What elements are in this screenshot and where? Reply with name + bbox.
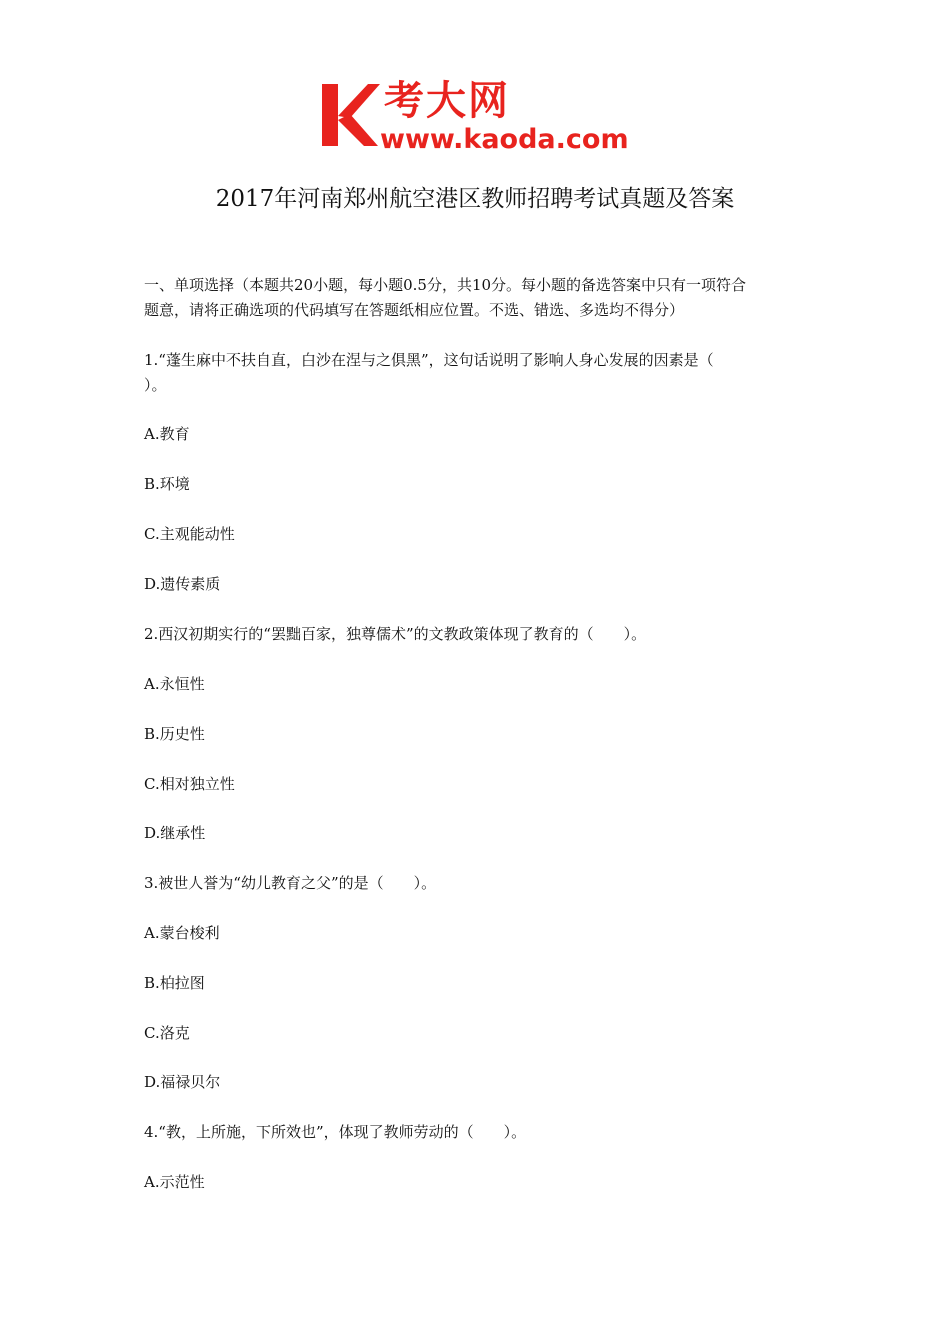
logo-url-text: www.kaoda.com [380,124,629,155]
question-2-option-d: D.继承性 [144,824,206,842]
question-4-stem: 4.“教，上所施，下所效也”，体现了教师劳动的（ ）。 [144,1123,527,1141]
question-1-option-d: D.遗传素质 [144,575,221,593]
logo-brand-text: 考大网 [384,78,510,124]
question-3-option-d: D.福禄贝尔 [144,1073,221,1091]
question-1-stem-line-2: ）。 [144,376,167,394]
section-intro-line-2: 题意，请将正确选项的代码填写在答题纸相应位置。不选、错选、多选均不得分） [144,301,685,319]
document-title: 2017年河南郑州航空港区教师招聘考试真题及答案 [215,186,735,212]
question-3-option-c: C.洛克 [144,1024,190,1042]
question-2-option-b: B.历史性 [144,725,205,743]
question-3-option-a: A.蒙台梭利 [144,924,220,942]
question-4-option-a: A.示范性 [144,1173,205,1191]
question-1-stem-line-1: 1.“蓬生麻中不扶自直，白沙在涅与之俱黑”，这句话说明了影响人身心发展的因素是（ [144,351,714,369]
question-1-option-b: B.环境 [144,475,190,493]
question-2-stem: 2.西汉初期实行的“罢黜百家，独尊儒术”的文教政策体现了教育的（ ）。 [144,625,647,643]
question-2-option-a: A.永恒性 [144,675,205,693]
question-1-option-c: C.主观能动性 [144,525,235,543]
question-1-option-a: A.教育 [144,425,190,443]
question-3-stem: 3.被世人誉为“幼儿教育之父”的是（ ）。 [144,874,437,892]
kaoda-logo [318,80,638,158]
question-2-option-c: C.相对独立性 [144,775,235,793]
section-intro-line-1: 一、单项选择（本题共20小题，每小题0.5分，共10分。每小题的备选答案中只有一项符合 [144,276,747,294]
logo-k-mark [318,80,380,150]
question-3-option-b: B.柏拉图 [144,974,205,992]
